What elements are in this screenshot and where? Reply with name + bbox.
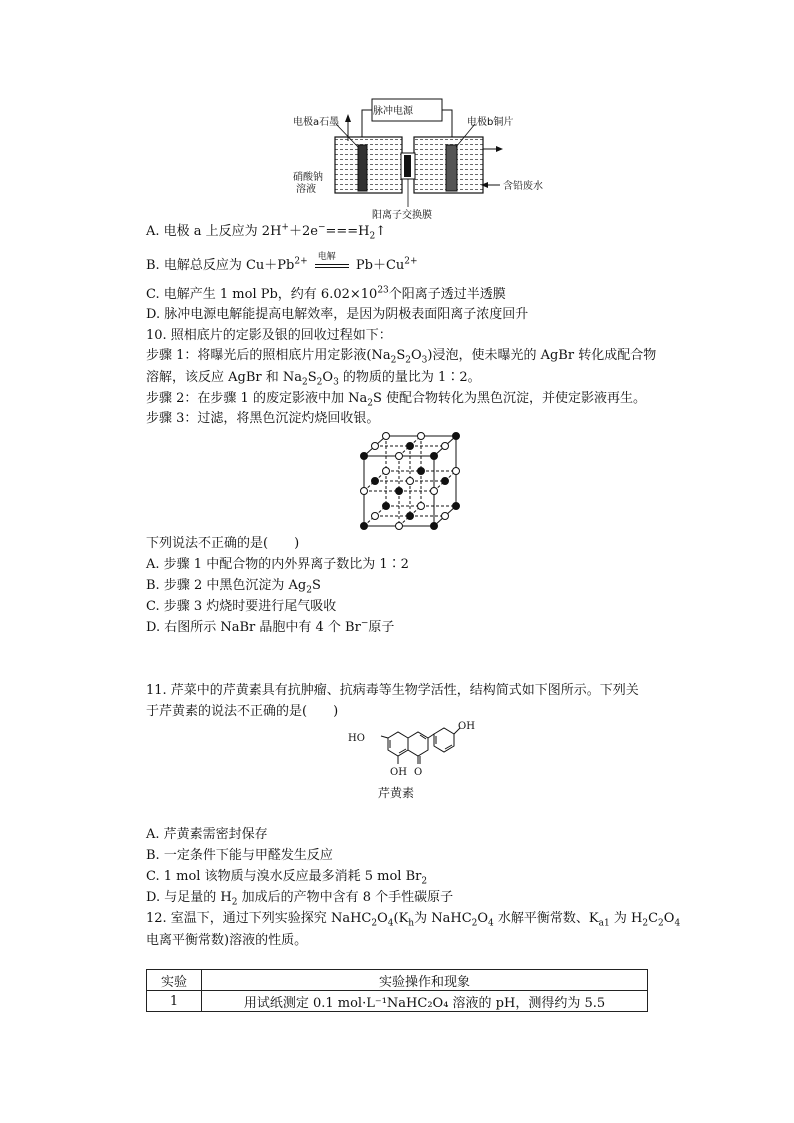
left-tank: [335, 137, 402, 193]
q11-option-b: B. 一定条件下能与甲醛发生反应: [146, 848, 333, 863]
q12-stem-1: 12. 室温下，通过下列实验探究 $NaHC_2O_4(K_h$为 $NaHC_2O_4$ 水解平衡常数、$K_{a1}$ 为 $H_2C_2O_4$: [146, 911, 681, 929]
q10-option-d: D. 右图所示 NaBr 晶胞中有 4 个 Br−原子: [146, 618, 395, 635]
q11-option-c: C. 1 mol 该物质与溴水反应最多消耗 5 mol $Br_2$: [146, 869, 428, 887]
table-header: 实验: [147, 970, 202, 991]
table-row: [147, 991, 648, 1012]
q11-option-a: A. 芹黄素需密封保存: [146, 827, 268, 842]
electrolysis-condition: 电解: [317, 252, 336, 262]
label-oh-bottom: OH: [390, 767, 407, 778]
q12-stem-2: 电离平衡常数)溶液的性质。: [146, 933, 308, 948]
q9-option-b: B. 电解总反应为 $Cu+Pb^{2+}$ 电解 $Pb+Cu^{2+}$: [146, 257, 418, 275]
structure-caption: 芹黄素: [378, 786, 415, 800]
q10-step1-cont: 溶解，该反应 AgBr 和 $Na_2S_2O_3$ 的物质的量比为 1∶2。: [146, 370, 481, 388]
table-header: 实验操作和现象: [202, 970, 648, 991]
q9-option-a: A. 电极 a 上反应为 $2H^++2e^-===H_2↑$: [146, 222, 387, 242]
label-oh-top: OH: [458, 721, 475, 732]
label-ho: HO: [348, 733, 365, 744]
experiment-table: [146, 969, 648, 1012]
table-header-row: [147, 970, 648, 991]
q11-stem-2: 于芹黄素的说法不正确的是( ): [146, 704, 339, 719]
table-cell: 用试纸测定 0.1 mol·L⁻¹NaHC₂O₄ 溶液的 pH，测得约为 5.5: [202, 991, 648, 1012]
q10-option-c: C. 步骤 3 灼烧时要进行尾气吸收: [146, 599, 337, 614]
solution-label-1: 硝酸钠: [293, 172, 323, 183]
q9-option-c: C. 电解产生 1 mol Pb，约有 $6.02\times 10^{23}$个阳离子透过半透膜: [146, 285, 506, 302]
q10-step3: 步骤 3：过滤，将黑色沉淀灼烧回收银。: [146, 411, 380, 426]
q11-option-d: D. 与足量的 $H_2$ 加成后的产物中含有 8 个手性碳原子: [146, 890, 454, 908]
solution-label-2: 溶液: [296, 184, 316, 195]
q9-option-d: D. 脉冲电源电解能提高电解效率，是因为阴极表面阳离子浓度回升: [146, 307, 529, 322]
electrode-b: [446, 145, 457, 191]
cation-exchange-membrane: [404, 155, 411, 177]
electrode-b-label: 电极b铜片: [467, 117, 514, 128]
wastewater-label: 含铅废水: [503, 181, 543, 192]
q10-question: 下列说法不正确的是( ): [146, 536, 300, 551]
q11-stem-1: 11. 芹菜中的芹黄素具有抗肿瘤、抗病毒等生物学活性，结构简式如下图所示。下列关: [146, 683, 639, 698]
power-supply-label: 脉冲电源: [373, 106, 413, 117]
q10-step2: 步骤 2：在步骤 1 的废定影液中加 $Na_2S$ 使配合物转化为黑色沉淀，并使定影液再生。: [146, 391, 646, 409]
electrode-a: [358, 145, 367, 191]
q10-option-b: B. 步骤 2 中黑色沉淀为 $Ag_2S$: [146, 578, 321, 596]
q10-option-a: A. 步骤 1 中配合物的内外界离子数比为 1∶2: [146, 557, 409, 572]
table-cell: 1: [147, 991, 202, 1012]
q10-stem: 10. 照相底片的定影及银的回收过程如下：: [146, 328, 392, 343]
electrode-a-label: 电极a石墨: [293, 117, 340, 128]
label-o: O: [414, 767, 423, 778]
nabr-crystal-cell: [352, 430, 468, 532]
q10-step1: 步骤 1：将曝光后的照相底片用定影液$(Na_2S_2O_3)$浸泡，使未曝光的 AgBr 转化成配合物: [146, 348, 657, 366]
membrane-label: 阳离子交换膜: [372, 210, 432, 221]
